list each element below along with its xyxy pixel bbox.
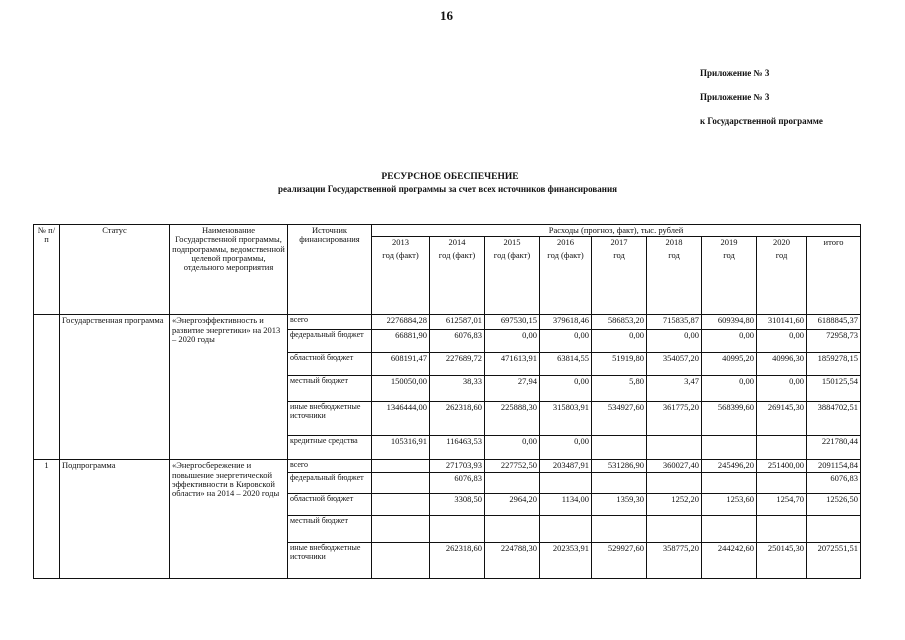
- value-cell: 251400,00: [757, 460, 807, 473]
- value-cell: 361775,20: [647, 402, 702, 436]
- value-cell: [372, 494, 430, 516]
- funding-source: федеральный бюджет: [288, 473, 372, 494]
- value-cell: 0,00: [592, 330, 647, 353]
- value-cell: 586853,20: [592, 315, 647, 330]
- funding-source: всего: [288, 315, 372, 330]
- value-cell: 224788,30: [485, 543, 540, 579]
- value-cell: [372, 473, 430, 494]
- value-cell: 0,00: [540, 330, 592, 353]
- header-year-2018: 2018 год: [647, 237, 702, 315]
- value-cell: 271703,93: [430, 460, 485, 473]
- header-year-2019: 2019 год: [702, 237, 757, 315]
- value-cell: 63814,55: [540, 353, 592, 376]
- value-cell: [647, 436, 702, 460]
- value-cell: [372, 543, 430, 579]
- value-cell: [592, 516, 647, 543]
- value-cell: 1253,60: [702, 494, 757, 516]
- value-cell: [372, 460, 430, 473]
- header-year-2017: 2017 год: [592, 237, 647, 315]
- value-cell: 51919,80: [592, 353, 647, 376]
- value-total: 2091154,84: [807, 460, 861, 473]
- value-cell: 697530,15: [485, 315, 540, 330]
- value-cell: 203487,91: [540, 460, 592, 473]
- value-cell: 244242,60: [702, 543, 757, 579]
- value-cell: [702, 473, 757, 494]
- appendix-line-3: к Государственной программе: [700, 116, 823, 126]
- value-cell: 529927,60: [592, 543, 647, 579]
- row-program-name: «Энергосбережение и повышение энергетической эффективности в Кировской области» на 2014 – 2020 годы: [170, 460, 288, 579]
- value-cell: [702, 436, 757, 460]
- header-status: Статус: [60, 225, 170, 315]
- value-cell: 0,00: [757, 330, 807, 353]
- value-cell: 66881,90: [372, 330, 430, 353]
- value-cell: 715835,87: [647, 315, 702, 330]
- value-cell: [647, 473, 702, 494]
- funding-source: всего: [288, 460, 372, 473]
- value-cell: [430, 516, 485, 543]
- value-cell: 250145,30: [757, 543, 807, 579]
- value-cell: 1254,70: [757, 494, 807, 516]
- header-year-2013: 2013 год (факт): [372, 237, 430, 315]
- value-cell: 0,00: [485, 436, 540, 460]
- value-cell: [757, 473, 807, 494]
- value-cell: 38,33: [430, 376, 485, 402]
- value-cell: [647, 516, 702, 543]
- value-cell: 105316,91: [372, 436, 430, 460]
- page-number: 16: [440, 8, 453, 23]
- value-cell: 315803,91: [540, 402, 592, 436]
- row-status: Подпрограмма: [60, 460, 170, 579]
- funding-source: областной бюджет: [288, 353, 372, 376]
- header-source: Источник финансирования: [288, 225, 372, 315]
- header-total: итого: [807, 237, 861, 315]
- header-num: № п/п: [34, 225, 60, 315]
- appendix-line-2: Приложение № 3: [700, 92, 770, 102]
- funding-source: иные внебюджетные источники: [288, 543, 372, 579]
- row-number: 1: [34, 460, 60, 579]
- value-total: 6188845,37: [807, 315, 861, 330]
- value-cell: 2964,20: [485, 494, 540, 516]
- value-cell: 1134,00: [540, 494, 592, 516]
- table-row: [34, 460, 861, 473]
- document-title: РЕСУРСНОЕ ОБЕСПЕЧЕНИЕ: [381, 172, 519, 182]
- value-cell: 262318,60: [430, 543, 485, 579]
- funding-source: кредитные средства: [288, 436, 372, 460]
- value-cell: [485, 516, 540, 543]
- value-total: 6076,83: [807, 473, 861, 494]
- value-cell: 609394,80: [702, 315, 757, 330]
- table-row: [34, 315, 861, 330]
- value-cell: [592, 473, 647, 494]
- value-cell: 0,00: [540, 376, 592, 402]
- value-cell: 6076,83: [430, 473, 485, 494]
- resource-table: [33, 224, 861, 579]
- value-cell: 5,80: [592, 376, 647, 402]
- value-cell: 150050,00: [372, 376, 430, 402]
- table-body: [34, 315, 861, 579]
- funding-source: иные внебюджетные источники: [288, 402, 372, 436]
- funding-source: областной бюджет: [288, 494, 372, 516]
- value-total: 3884702,51: [807, 402, 861, 436]
- row-status: Государственная программа: [60, 315, 170, 460]
- value-cell: [485, 473, 540, 494]
- value-cell: [757, 436, 807, 460]
- header-year-2016: 2016 год (факт): [540, 237, 592, 315]
- document-subtitle: реализации Государственной программы за счет всех источников финансирования: [278, 184, 617, 194]
- header-expenses: Расходы (прогноз, факт), тыс. рублей: [372, 225, 861, 237]
- value-cell: 3,47: [647, 376, 702, 402]
- value-cell: 3308,50: [430, 494, 485, 516]
- row-program-name: «Энергоэффективность и развитие энергетики» на 2013 – 2020 годы: [170, 315, 288, 460]
- funding-source: местный бюджет: [288, 376, 372, 402]
- value-cell: 0,00: [702, 376, 757, 402]
- value-total: 150125,54: [807, 376, 861, 402]
- value-cell: 27,94: [485, 376, 540, 402]
- header-year-2014: 2014 год (факт): [430, 237, 485, 315]
- value-total: 2072551,51: [807, 543, 861, 579]
- value-cell: 0,00: [540, 436, 592, 460]
- value-cell: [540, 516, 592, 543]
- value-cell: 1252,20: [647, 494, 702, 516]
- value-cell: 227689,72: [430, 353, 485, 376]
- value-cell: 568399,60: [702, 402, 757, 436]
- value-total: 1859278,15: [807, 353, 861, 376]
- value-cell: [757, 516, 807, 543]
- header-year-2020: 2020 год: [757, 237, 807, 315]
- value-cell: 612587,01: [430, 315, 485, 330]
- value-total: 12526,50: [807, 494, 861, 516]
- value-cell: 310141,60: [757, 315, 807, 330]
- row-number: [34, 315, 60, 460]
- funding-source: местный бюджет: [288, 516, 372, 543]
- value-cell: 225888,30: [485, 402, 540, 436]
- value-cell: 608191,47: [372, 353, 430, 376]
- value-cell: 1359,30: [592, 494, 647, 516]
- value-cell: 379618,46: [540, 315, 592, 330]
- value-cell: 0,00: [702, 330, 757, 353]
- header-year-2015: 2015 год (факт): [485, 237, 540, 315]
- value-cell: 0,00: [485, 330, 540, 353]
- value-cell: 1346444,00: [372, 402, 430, 436]
- value-cell: [540, 473, 592, 494]
- appendix-line-1: Приложение № 3: [700, 68, 770, 78]
- value-cell: 6076,83: [430, 330, 485, 353]
- value-cell: 202353,91: [540, 543, 592, 579]
- value-cell: 358775,20: [647, 543, 702, 579]
- value-total: 72958,73: [807, 330, 861, 353]
- value-cell: 534927,60: [592, 402, 647, 436]
- value-cell: 531286,90: [592, 460, 647, 473]
- value-cell: 40996,30: [757, 353, 807, 376]
- funding-source: федеральный бюджет: [288, 330, 372, 353]
- value-cell: 40995,20: [702, 353, 757, 376]
- value-cell: 354057,20: [647, 353, 702, 376]
- header-name: Наименование Государственной программы, подпрограммы, ведомственной целевой программы, отдельного мероприятия: [170, 225, 288, 315]
- value-cell: [372, 516, 430, 543]
- value-cell: 360027,40: [647, 460, 702, 473]
- value-cell: 245496,20: [702, 460, 757, 473]
- value-cell: [702, 516, 757, 543]
- value-cell: 2276884,28: [372, 315, 430, 330]
- value-cell: [592, 436, 647, 460]
- value-total: [807, 516, 861, 543]
- value-cell: 269145,30: [757, 402, 807, 436]
- value-cell: 0,00: [647, 330, 702, 353]
- value-cell: 262318,60: [430, 402, 485, 436]
- value-cell: 471613,91: [485, 353, 540, 376]
- value-cell: 116463,53: [430, 436, 485, 460]
- value-total: 221780,44: [807, 436, 861, 460]
- value-cell: 227752,50: [485, 460, 540, 473]
- value-cell: 0,00: [757, 376, 807, 402]
